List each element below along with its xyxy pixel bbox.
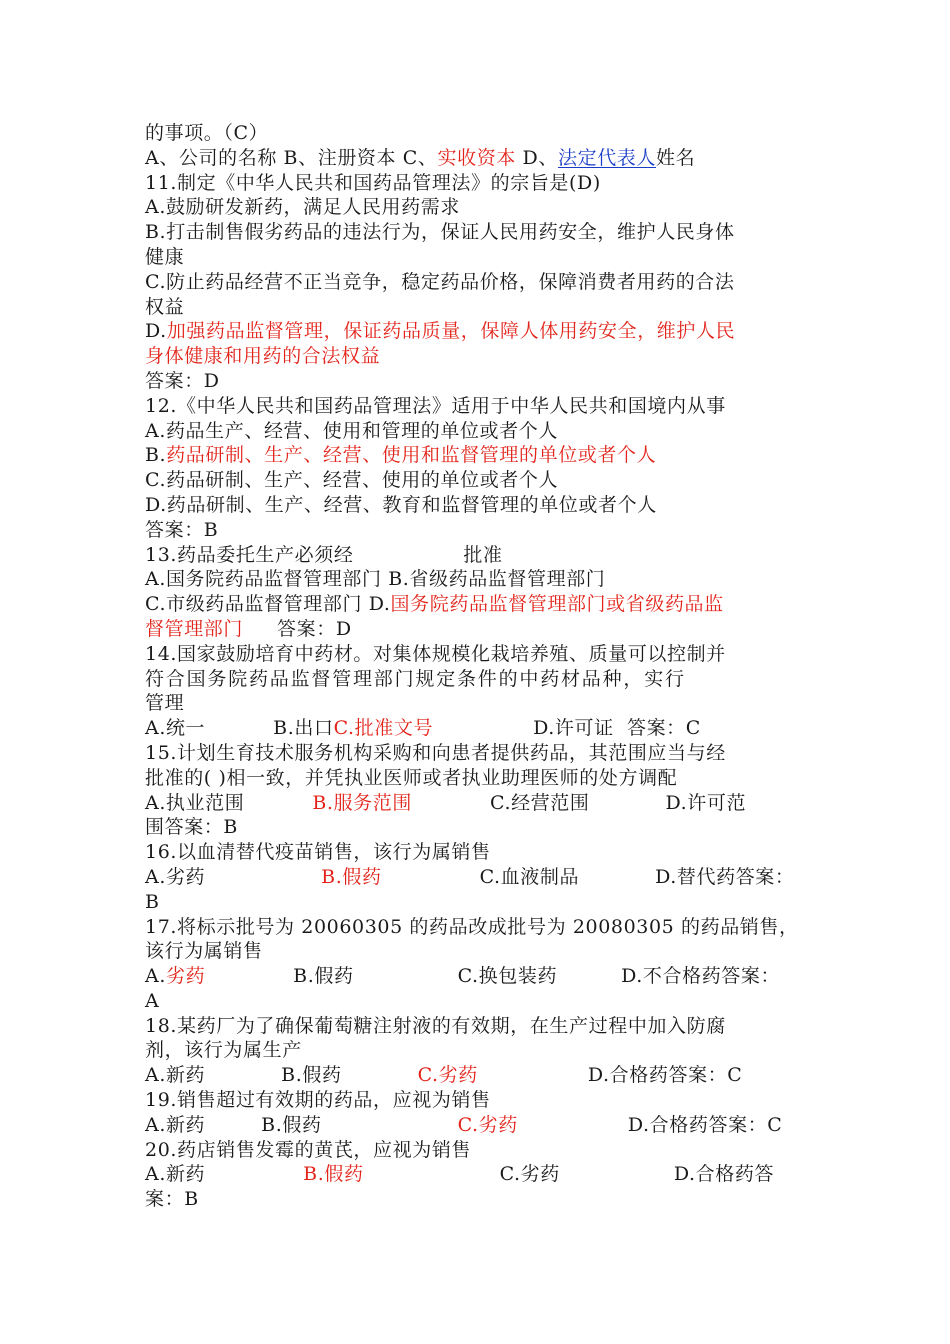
- text-line: [145, 468, 815, 493]
- text-line: [145, 319, 815, 344]
- text-run: B.假药: [281, 1064, 342, 1087]
- text-run: B: [145, 890, 160, 913]
- text-line: [145, 493, 815, 518]
- highlighted-answer-text: 督管理部门: [145, 617, 244, 640]
- text-run: A.: [145, 965, 166, 988]
- text-line: [145, 121, 815, 146]
- text-line: [145, 195, 815, 220]
- text-line: [145, 840, 815, 865]
- text-run: 的事项。（C）: [145, 122, 269, 144]
- text-run: D.: [145, 320, 167, 343]
- text-line: [145, 270, 815, 295]
- text-line: [145, 592, 815, 617]
- text-line: [145, 344, 815, 369]
- text-line: [145, 245, 815, 270]
- text-run: A.统一: [145, 717, 206, 740]
- text-run: 批准: [463, 543, 503, 566]
- text-run: A、公司的名称 B、注册资本 C、: [145, 146, 438, 169]
- text-run: D.不合格药答案：: [621, 965, 781, 988]
- text-run: A.执业范围: [145, 791, 245, 814]
- highlighted-answer-text: C.劣药: [457, 1113, 518, 1136]
- highlighted-answer-text: C.劣药: [417, 1064, 478, 1087]
- highlighted-answer-text: 身体健康和用药的合法权益: [145, 345, 381, 368]
- text-line: [145, 815, 815, 840]
- text-run: 符合国务院药品监督管理部门规定条件的中药材品种，实行: [145, 667, 686, 690]
- text-run: D.替代药答案：: [655, 865, 795, 888]
- text-run: 14.国家鼓励培育中药材。对集体规模化栽培养殖、质量可以控制并: [145, 642, 726, 665]
- text-line: [145, 691, 815, 716]
- highlighted-answer-text: 药品研制、生产、经营、使用和监督管理的单位或者个人: [166, 444, 657, 467]
- text-run: 20.药店销售发霉的黄芪，应视为销售: [145, 1138, 472, 1161]
- document-body: [145, 121, 815, 1212]
- text-run: 19.销售超过有效期的药品，应视为销售: [145, 1089, 491, 1112]
- text-line: [145, 890, 815, 915]
- text-line: [145, 146, 815, 171]
- highlighted-answer-text: 劣药: [165, 965, 206, 988]
- text-run: A.鼓励研发新药，满足人民用药需求: [145, 196, 460, 219]
- text-line: [145, 369, 815, 394]
- text-line: [145, 419, 815, 444]
- text-run: 健康: [145, 245, 185, 268]
- text-run: 管理: [145, 692, 185, 715]
- text-line: [145, 939, 815, 964]
- highlighted-answer-text: B.服务范围: [312, 791, 412, 814]
- text-run: 17.将标示批号为 20060305 的药品改成批号为 20080305 的药品销售，: [145, 915, 799, 938]
- text-run: B.出口: [273, 717, 334, 740]
- text-line: [145, 1063, 815, 1088]
- text-line: [145, 766, 815, 791]
- text-line: [145, 741, 815, 766]
- text-line: [145, 443, 815, 468]
- text-line: [145, 543, 815, 568]
- text-line: [145, 791, 815, 816]
- text-line: [145, 171, 815, 196]
- text-run: 16.以血清替代疫苗销售，该行为属销售: [145, 841, 491, 864]
- text-run: A.新药: [145, 1113, 206, 1136]
- highlighted-answer-text: C.批准文号: [333, 717, 434, 740]
- text-run: C.经营范围: [489, 791, 590, 814]
- text-run: 15.计划生育技术服务机构采购和向患者提供药品，其范围应当与经: [145, 741, 726, 764]
- text-run: C.换包装药: [457, 965, 558, 988]
- text-line: [145, 220, 815, 245]
- text-line: [145, 716, 815, 741]
- text-run: 剂，该行为属生产: [145, 1039, 302, 1062]
- text-line: [145, 1014, 815, 1039]
- text-run: B.打击制售假劣药品的违法行为，保证人民用药安全，维护人民身体: [145, 221, 735, 244]
- text-line: [145, 1038, 815, 1063]
- text-run: C.防止药品经营不正当竞争，稳定药品价格，保障消费者用药的合法: [145, 270, 735, 293]
- text-line: [145, 667, 815, 692]
- text-line: [145, 915, 815, 940]
- text-run: 批准的( )相一致，并凭执业医师或者执业助理医师的处方调配: [145, 766, 678, 789]
- text-run: D.合格药答案：C: [587, 1064, 743, 1087]
- text-run: D、: [515, 146, 558, 169]
- text-line: [145, 1162, 815, 1187]
- text-run: 18.某药厂为了确保葡萄糖注射液的有效期，在生产过程中加入防腐: [145, 1014, 726, 1037]
- text-run: B.: [145, 444, 167, 467]
- text-run: D.许可证 答案：C: [533, 717, 701, 740]
- text-run: D.药品研制、生产、经营、教育和监督管理的单位或者个人: [145, 493, 657, 516]
- text-line: [145, 865, 815, 890]
- text-run: 权益: [145, 295, 185, 318]
- text-line: [145, 1113, 815, 1138]
- text-run: B.假药: [261, 1113, 322, 1136]
- text-run: C.劣药: [499, 1163, 560, 1186]
- text-line: [145, 1187, 815, 1212]
- text-run: C.药品研制、生产、经营、使用的单位或者个人: [145, 469, 559, 492]
- text-line: [145, 617, 815, 642]
- text-line: [145, 989, 815, 1014]
- text-run: 13.药品委托生产必须经: [145, 543, 354, 566]
- text-run: A.新药: [145, 1163, 206, 1186]
- text-line: [145, 518, 815, 543]
- text-run: A.国务院药品监督管理部门 B.省级药品监督管理部门: [145, 568, 606, 591]
- text-line: [145, 1088, 815, 1113]
- hyperlink-text[interactable]: 法定代表人: [558, 146, 657, 169]
- text-run: 答案：D: [277, 617, 352, 640]
- highlighted-answer-text: 国务院药品监督管理部门或省级药品监: [390, 593, 724, 616]
- text-run: 案：B: [145, 1188, 199, 1211]
- text-line: [145, 567, 815, 592]
- highlighted-answer-text: B.假药: [321, 865, 382, 888]
- text-line: [145, 295, 815, 320]
- text-run: D.许可范: [665, 791, 747, 814]
- text-run: 答案：D: [145, 369, 220, 392]
- text-run: A.药品生产、经营、使用和管理的单位或者个人: [145, 419, 558, 442]
- text-line: [145, 394, 815, 419]
- text-run: 答案：B: [145, 518, 219, 541]
- text-run: 该行为属销售: [145, 940, 263, 963]
- text-run: A.劣药: [145, 865, 206, 888]
- highlighted-answer-text: 实收资本: [437, 146, 516, 169]
- text-run: 姓名: [656, 146, 696, 169]
- text-run: 12.《中华人民共和国药品管理法》适用于中华人民共和国境内从事: [145, 394, 726, 417]
- text-line: [145, 964, 815, 989]
- text-run: A.新药: [145, 1064, 206, 1087]
- text-run: D.合格药答: [673, 1163, 775, 1186]
- text-line: [145, 642, 815, 667]
- text-run: 围答案：B: [145, 816, 238, 839]
- highlighted-answer-text: B.假药: [303, 1163, 364, 1186]
- text-run: B.假药: [293, 965, 354, 988]
- text-run: C.血液制品: [479, 865, 580, 888]
- text-run: D.合格药答案：C: [627, 1113, 783, 1136]
- text-run: A: [145, 989, 160, 1012]
- highlighted-answer-text: 加强药品监督管理，保证药品质量，保障人体用药安全，维护人民: [166, 320, 736, 343]
- text-run: 11.制定《中华人民共和国药品管理法》的宗旨是(D): [145, 171, 601, 194]
- text-run: C.市级药品监督管理部门 D.: [145, 593, 391, 616]
- text-line: [145, 1138, 815, 1163]
